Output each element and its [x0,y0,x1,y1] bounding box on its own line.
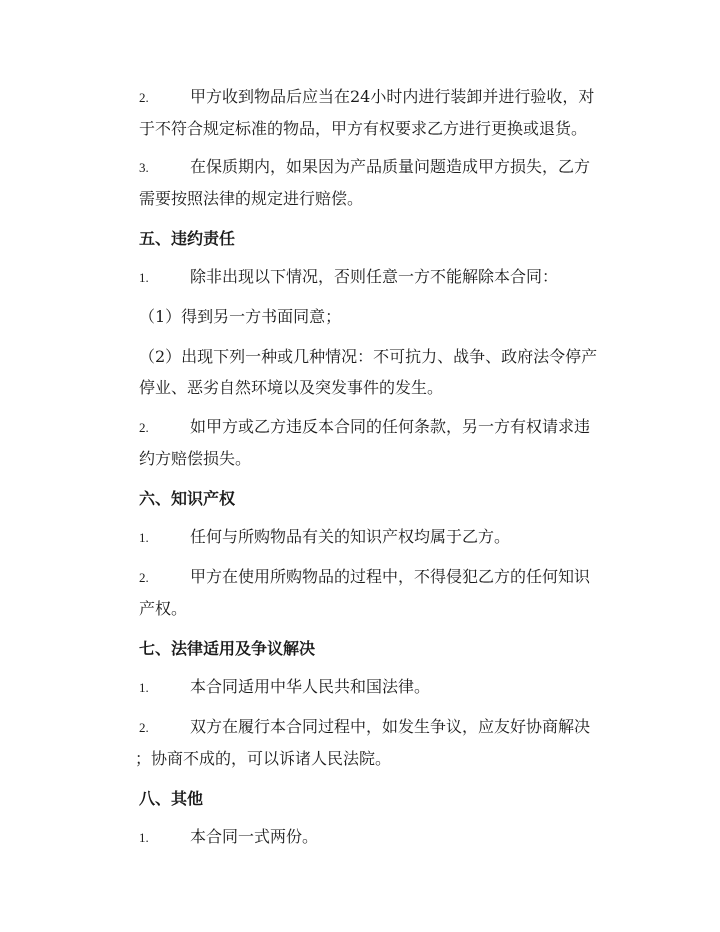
paragraph-line: 除非出现以下情况，否则任意一方不能解除本合同： [190,267,559,286]
paragraph-line: 任何与所购物品有关的知识产权均属于乙方。 [190,527,511,546]
item-number: 1. [139,270,149,285]
paragraph-line: 本合同适用中华人民共和国法律。 [190,677,431,696]
paragraph-line: （2）出现下列一种或几种情况：不可抗力、战争、政府法令停产 [139,347,598,366]
paragraph-line: 本合同一式两份。 [190,827,319,846]
paragraph-line: （1）得到另一方书面同意； [139,307,342,326]
item-number: 1. [139,830,149,845]
paragraph-line: 约方赔偿损失。 [139,449,252,468]
item-number: 1. [139,680,149,695]
item-number: 2. [139,90,149,105]
section-heading: 七、法律适用及争议解决 [139,639,316,658]
paragraph-line: ；协商不成的，可以诉诸人民法院。 [135,749,392,768]
paragraph-line: 产权。 [139,599,188,618]
section-heading: 六、知识产权 [139,489,236,508]
paragraph-line: 双方在履行本合同过程中，如发生争议，应友好协商解决 [190,717,591,736]
section-heading: 五、违约责任 [139,229,236,248]
item-number: 2. [139,720,149,735]
item-number: 2. [139,570,149,585]
paragraph-line: 停业、恶劣自然环境以及突发事件的发生。 [139,378,444,397]
item-number: 2. [139,420,149,435]
paragraph-line: 如甲方或乙方违反本合同的任何条款，另一方有权请求违 [190,417,591,436]
item-number: 1. [139,530,149,545]
paragraph-line: 需要按照法律的规定进行赔偿。 [139,189,364,208]
item-number: 3. [139,160,149,175]
paragraph-line: 在保质期内，如果因为产品质量问题造成甲方损失，乙方 [190,157,591,176]
paragraph-line: 于不符合规定标准的物品，甲方有权要求乙方进行更换或退货。 [139,119,588,138]
section-heading: 八、其他 [139,789,204,808]
paragraph-line: 甲方收到物品后应当在24小时内进行装卸并进行验收，对 [190,87,595,106]
paragraph-line: 甲方在使用所购物品的过程中，不得侵犯乙方的任何知识 [190,567,591,586]
